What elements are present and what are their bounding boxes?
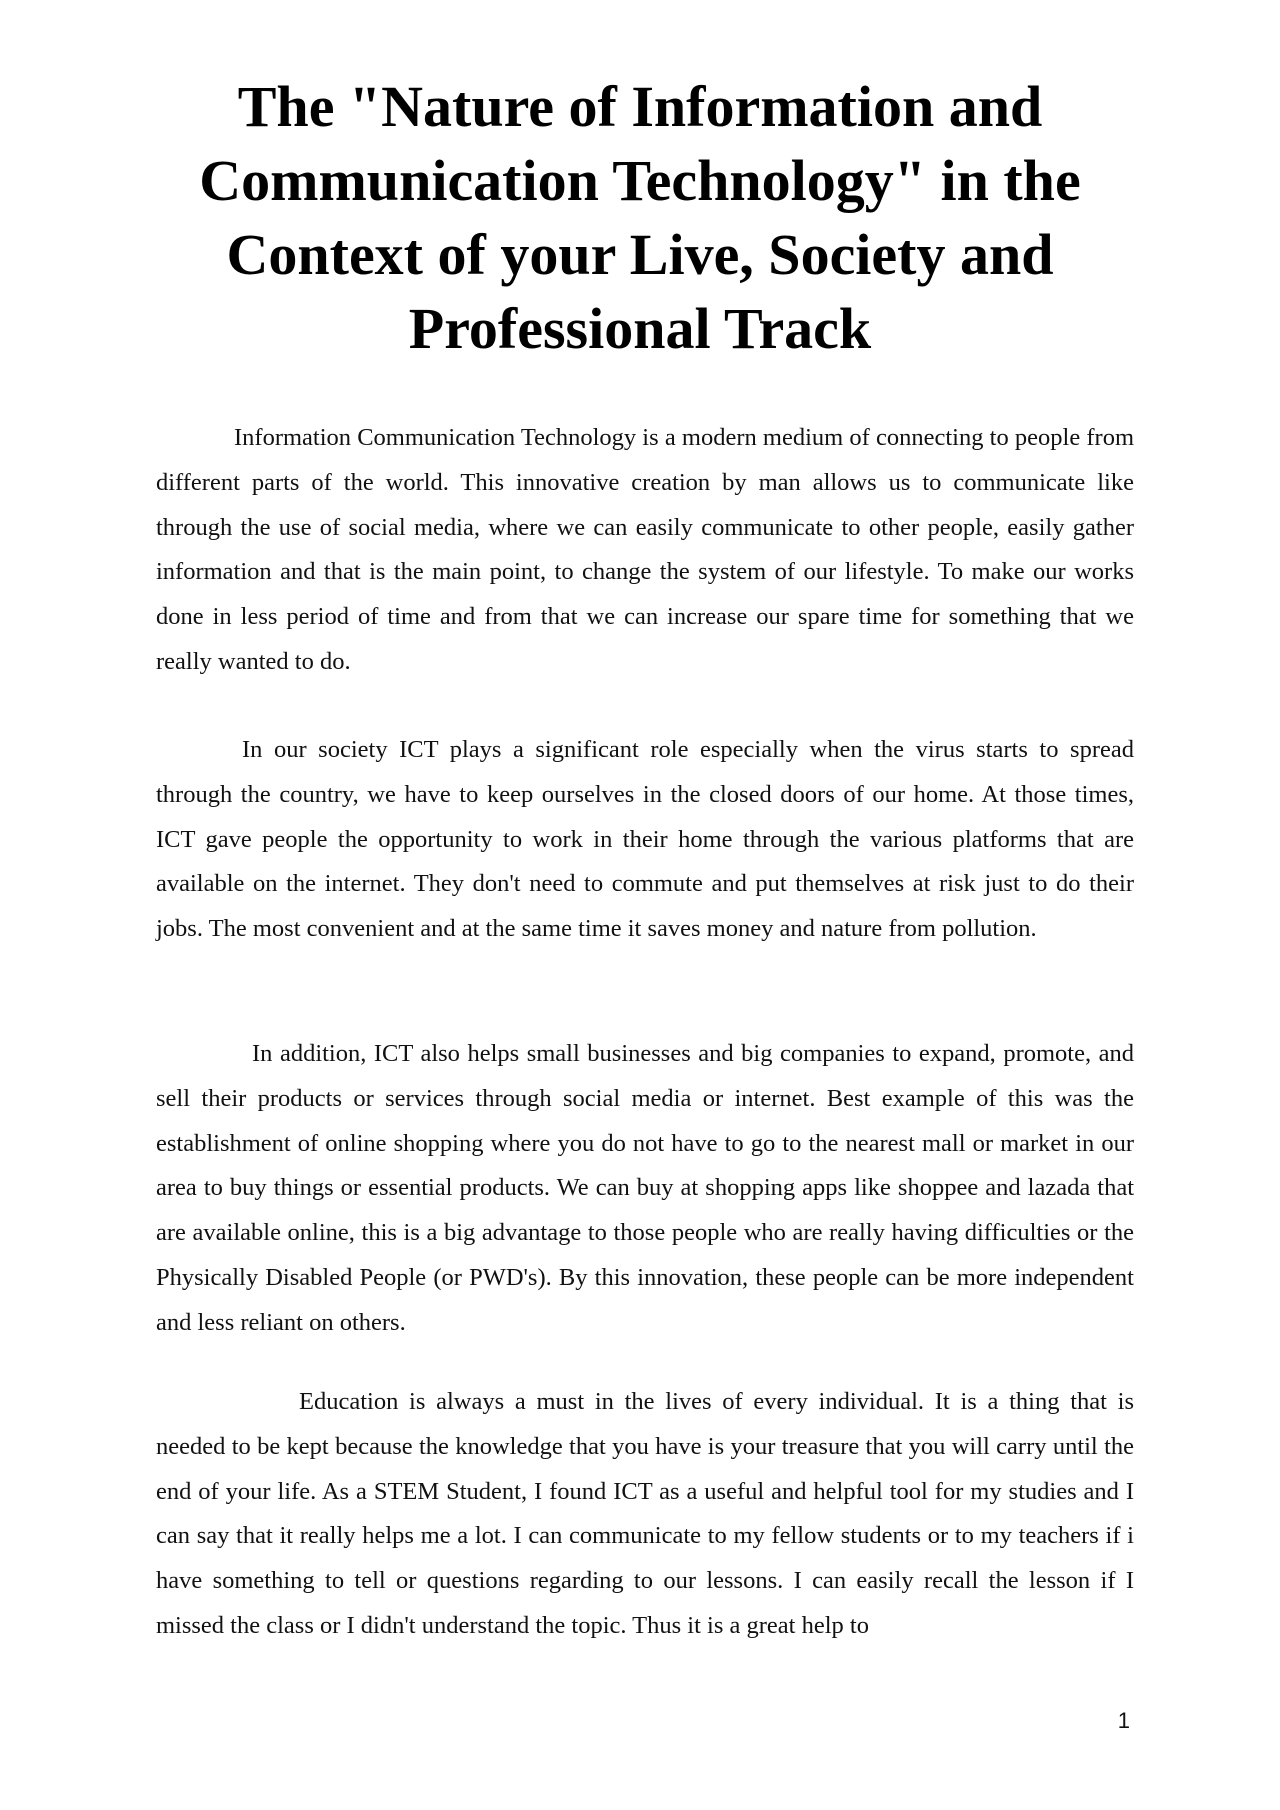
paragraph-4: Education is always a must in the lives of every individual. It is a thing that is needed to be kept because the knowledge that you have is your treasure that you will carry until the end of your life. As a STEM Student, I found ICT as a useful and helpful tool for my studies and I can say that it really helps me a lot. I can communicate to my fellow students or to my teachers if i have something to tell or questions regarding to our lessons. I can easily recall the lesson if I missed the class or I didn't understand the topic. Thus it is a great help to — [156, 1388, 1134, 1639]
paragraph-2: In our society ICT plays a significant role especially when the virus starts to spread through the country, we have to keep ourselves in the closed doors of our home. At those times, ICT gave people the opportunity to work in their home through the various platforms that are available on the internet. They don't need to commute and put themselves at risk just to do their jobs. The most convenient and at the same time it saves money and nature from pollution. — [156, 736, 1134, 943]
paragraph-1: Information Communication Technology is a modern medium of connecting to people from different parts of the world. This innovative creation by man allows us to communicate like through the use of social media, where we can easily communicate to other people, easily gather information and that is the main point, to change the system of our lifestyle. To make our works done in less period of time and from that we can increase our spare time for something that we really wanted to do. — [156, 424, 1134, 675]
page-number: 1 — [1117, 1708, 1130, 1733]
paragraph-3: In addition, ICT also helps small businesses and big companies to expand, promote, and sell their products or services through social media or internet. Best example of this was the establishment of online shopping where you do not have to go to the nearest mall or market in our area to buy things or essential products. We can buy at shopping apps like shoppee and lazada that are available online, this is a big advantage to those people who are really having difficulties or the Physically Disabled People (or PWD's). By this innovation, these people can be more independent and less reliant on others. — [156, 1040, 1134, 1336]
document-title: The "Nature of Information and Communication Technology" in the Context of your Live, Society and Professional Track — [199, 74, 1081, 361]
